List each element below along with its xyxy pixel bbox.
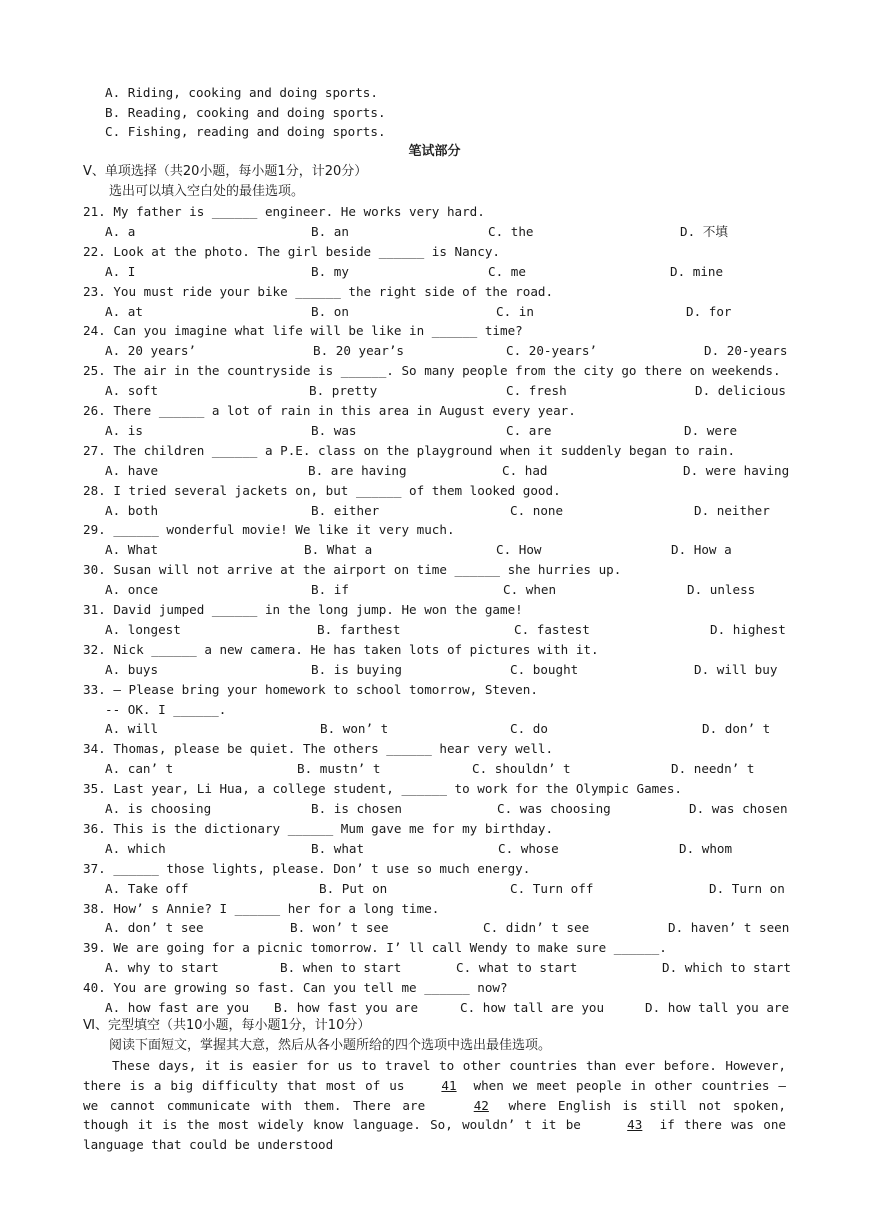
question-40-option-d[interactable]: D. how tall you are — [645, 1000, 790, 1015]
question-28-option-c[interactable]: C. none — [510, 502, 564, 518]
question-21-option-b[interactable]: B. an — [311, 223, 349, 239]
question-35-option-b[interactable]: B. is chosen — [311, 801, 402, 816]
question-26-option-b[interactable]: B. was — [311, 422, 357, 438]
question-30-option-b[interactable]: B. if — [311, 582, 349, 598]
question-26-option-d[interactable]: D. were — [684, 422, 738, 438]
question-35-option-d[interactable]: D. was chosen — [689, 801, 788, 816]
question-stem-30: 30. Susan will not arrive at the airport on time ______ she hurries up. — [83, 562, 622, 578]
passage-text-4: if there was one language that could be understood — [83, 1117, 786, 1153]
question-stem-34: 34. Thomas, please be quiet. The others ______ hear very well. — [83, 741, 554, 757]
question-36-option-a[interactable]: A. which — [105, 840, 166, 856]
question-40-option-c[interactable]: C. how tall are you — [460, 1000, 605, 1015]
question-29-option-d[interactable]: D. How a — [671, 542, 732, 558]
question-stem-33: 33. – Please bring your homework to school tomorrow, Steven. — [83, 681, 538, 697]
question-30-option-d[interactable]: D. unless — [687, 582, 756, 598]
question-33-option-b[interactable]: B. won’ t — [320, 721, 389, 737]
question-stem-23: 23. You must ride your bike ______ the right side of the road. — [83, 283, 554, 299]
question-31-option-c[interactable]: C. fastest — [514, 621, 590, 637]
question-stem-32: 32. Nick ______ a new camera. He has taken lots of pictures with it. — [83, 641, 599, 657]
question-25-option-b[interactable]: B. pretty — [309, 383, 378, 399]
question-36-option-d[interactable]: D. whom — [679, 840, 733, 856]
question-37-option-c[interactable]: C. Turn off — [510, 880, 594, 896]
question-stem-29: 29. ______ wonderful movie! We like it very much. — [83, 522, 455, 538]
question-29-option-c[interactable]: C. How — [496, 542, 542, 558]
question-30-option-c[interactable]: C. when — [503, 582, 557, 598]
question-26-option-c[interactable]: C. are — [506, 422, 552, 438]
prev-option-c: C. Fishing, reading and doing sports. — [105, 124, 386, 139]
question-33-option-c[interactable]: C. do — [510, 721, 548, 737]
question-27-option-b[interactable]: B. are having — [308, 462, 407, 478]
section6-instruction: 阅读下面短文，掌握其大意，然后从各小题所给的四个选项中选出最佳选项。 — [109, 1038, 552, 1053]
question-34-option-b[interactable]: B. mustn’ t — [297, 761, 381, 777]
question-23-option-c[interactable]: C. in — [496, 303, 534, 319]
question-32-option-a[interactable]: A. buys — [105, 661, 159, 677]
question-stem-38: 38. How’ s Annie? I ______ her for a long time. — [83, 900, 440, 916]
question-21-option-c[interactable]: C. the — [488, 223, 534, 239]
question-stem-37: 37. ______ those lights, please. Don’ t use so much energy. — [83, 860, 531, 876]
question-37-option-b[interactable]: B. Put on — [319, 880, 388, 896]
question-24-option-a[interactable]: A. 20 years’ — [105, 343, 196, 359]
passage-text-3: where English is still not spoken, though it is the most widely know language. So, wouldn’ t it be — [83, 1097, 786, 1133]
section5-heading: Ⅴ、单项选择（共20小题，每小题1分，计20分） — [83, 164, 368, 179]
question-35-option-c[interactable]: C. was choosing — [497, 801, 611, 816]
question-28-option-b[interactable]: B. either — [311, 502, 380, 518]
question-23-option-a[interactable]: A. at — [105, 303, 143, 319]
question-37-option-a[interactable]: A. Take off — [105, 880, 189, 896]
question-26-option-a[interactable]: A. is — [105, 422, 143, 438]
written-part-title: 笔试部分 — [408, 144, 461, 159]
question-30-option-a[interactable]: A. once — [105, 582, 159, 598]
question-38-option-a[interactable]: A. don’ t see — [105, 920, 204, 936]
question-21-option-a[interactable]: A. a — [105, 223, 136, 239]
question-27-option-c[interactable]: C. had — [502, 462, 548, 478]
question-24-option-c[interactable]: C. 20-years’ — [506, 343, 597, 359]
blank-43[interactable]: 43 — [627, 1117, 643, 1133]
question-22-option-a[interactable]: A. I — [105, 263, 136, 279]
question-32-option-c[interactable]: C. bought — [510, 661, 579, 677]
section5-instruction: 选出可以填入空白处的最佳选项。 — [109, 184, 305, 199]
question-stem-22: 22. Look at the photo. The girl beside ______ is Nancy. — [83, 243, 501, 259]
blank-41[interactable]: 41 — [441, 1077, 457, 1093]
question-40-option-b[interactable]: B. how fast you are — [274, 1000, 419, 1015]
prev-option-a: A. Riding, cooking and doing sports. — [105, 85, 378, 100]
question-32-option-b[interactable]: B. is buying — [311, 661, 402, 677]
passage-text-1: These days, it is easier for us to travel to other countries than ever before. However, there is a big difficulty that most of us — [83, 1058, 786, 1093]
question-stem-25: 25. The air in the countryside is ______. So many people from the city go there on weekends. — [83, 363, 781, 379]
blank-42[interactable]: 42 — [473, 1097, 489, 1113]
question-32-option-d[interactable]: D. will buy — [694, 661, 778, 677]
question-35-option-a[interactable]: A. is choosing — [105, 801, 212, 816]
question-stem-26: 26. There ______ a lot of rain in this area in August every year. — [83, 403, 576, 418]
question-39-option-a[interactable]: A. why to start — [105, 960, 219, 976]
question-38-option-b[interactable]: B. won’ t see — [290, 920, 389, 936]
question-33-option-a[interactable]: A. will — [105, 721, 159, 737]
question-25-option-c[interactable]: C. fresh — [506, 383, 567, 399]
cloze-passage — [83, 1056, 786, 1155]
question-34-option-d[interactable]: D. needn’ t — [671, 761, 755, 777]
question-31-option-d[interactable]: D. highest — [710, 621, 786, 637]
question-36-option-b[interactable]: B. what — [311, 840, 365, 856]
question-25-option-d[interactable]: D. delicious — [695, 383, 786, 399]
question-24-option-b[interactable]: B. 20 year’s — [313, 343, 404, 359]
question-stem-27: 27. The children ______ a P.E. class on the playground when it suddenly began to rain. — [83, 442, 736, 458]
question-28-option-a[interactable]: A. both — [105, 502, 159, 518]
question-29-option-b[interactable]: B. What a — [304, 542, 373, 558]
question-24-option-d[interactable]: D. 20-years — [704, 343, 788, 359]
question-39-option-b[interactable]: B. when to start — [280, 960, 402, 976]
section6-heading: Ⅵ、完型填空（共10小题，每小题1分，计10分） — [83, 1018, 371, 1033]
question-22-option-b[interactable]: B. my — [311, 263, 349, 279]
question-31-option-b[interactable]: B. farthest — [317, 621, 401, 637]
question-34-option-a[interactable]: A. can’ t — [105, 761, 174, 777]
question-stem-40: 40. You are growing so fast. Can you tell me ______ now? — [83, 980, 508, 996]
passage-text-2: when we meet people in other countries – we cannot communicate with them. There are — [83, 1077, 786, 1113]
question-22-option-d[interactable]: D. mine — [670, 263, 724, 279]
question-40-option-a[interactable]: A. how fast are you — [105, 1000, 250, 1015]
question-39-option-d[interactable]: D. which to start — [662, 960, 791, 976]
question-stem-28: 28. I tried several jackets on, but ______ of them looked good. — [83, 482, 561, 498]
question-stem-24: 24. Can you imagine what life will be like in ______ time? — [83, 323, 523, 339]
question-27-option-a[interactable]: A. have — [105, 462, 159, 478]
question-33-option-d[interactable]: D. don’ t — [702, 721, 771, 737]
question-38-option-c[interactable]: C. didn’ t see — [483, 920, 590, 936]
question-stem-31: 31. David jumped ______ in the long jump. He won the game! — [83, 602, 523, 617]
prev-option-b: B. Reading, cooking and doing sports. — [105, 105, 386, 120]
question-34-option-c[interactable]: C. shouldn’ t — [472, 761, 571, 777]
question-stem-36: 36. This is the dictionary ______ Mum gave me for my birthday. — [83, 820, 554, 836]
question-stem-39: 39. We are going for a picnic tomorrow. I’ ll call Wendy to make sure ______. — [83, 940, 667, 956]
question-38-option-d[interactable]: D. haven’ t seen — [668, 920, 790, 936]
question-31-option-a[interactable]: A. longest — [105, 621, 181, 637]
question-22-option-c[interactable]: C. me — [488, 263, 526, 279]
question-39-option-c[interactable]: C. what to start — [456, 960, 578, 976]
question-27-option-d[interactable]: D. were having — [683, 462, 790, 478]
question-stem-21: 21. My father is ______ engineer. He works very hard. — [83, 204, 485, 219]
question-stem-35: 35. Last year, Li Hua, a college student, ______ to work for the Olympic Games. — [83, 781, 682, 797]
question-25-option-a[interactable]: A. soft — [105, 383, 159, 399]
question-37-option-d[interactable]: D. Turn on — [709, 880, 785, 896]
question-29-option-a[interactable]: A. What — [105, 542, 159, 558]
question-23-option-d[interactable]: D. for — [686, 303, 732, 319]
question-21-option-d[interactable]: D. 不填 — [680, 223, 728, 239]
question-36-option-c[interactable]: C. whose — [498, 840, 559, 856]
question-28-option-d[interactable]: D. neither — [694, 502, 770, 518]
question-stem-33-reply: -- OK. I ______. — [105, 701, 227, 717]
question-23-option-b[interactable]: B. on — [311, 303, 349, 319]
